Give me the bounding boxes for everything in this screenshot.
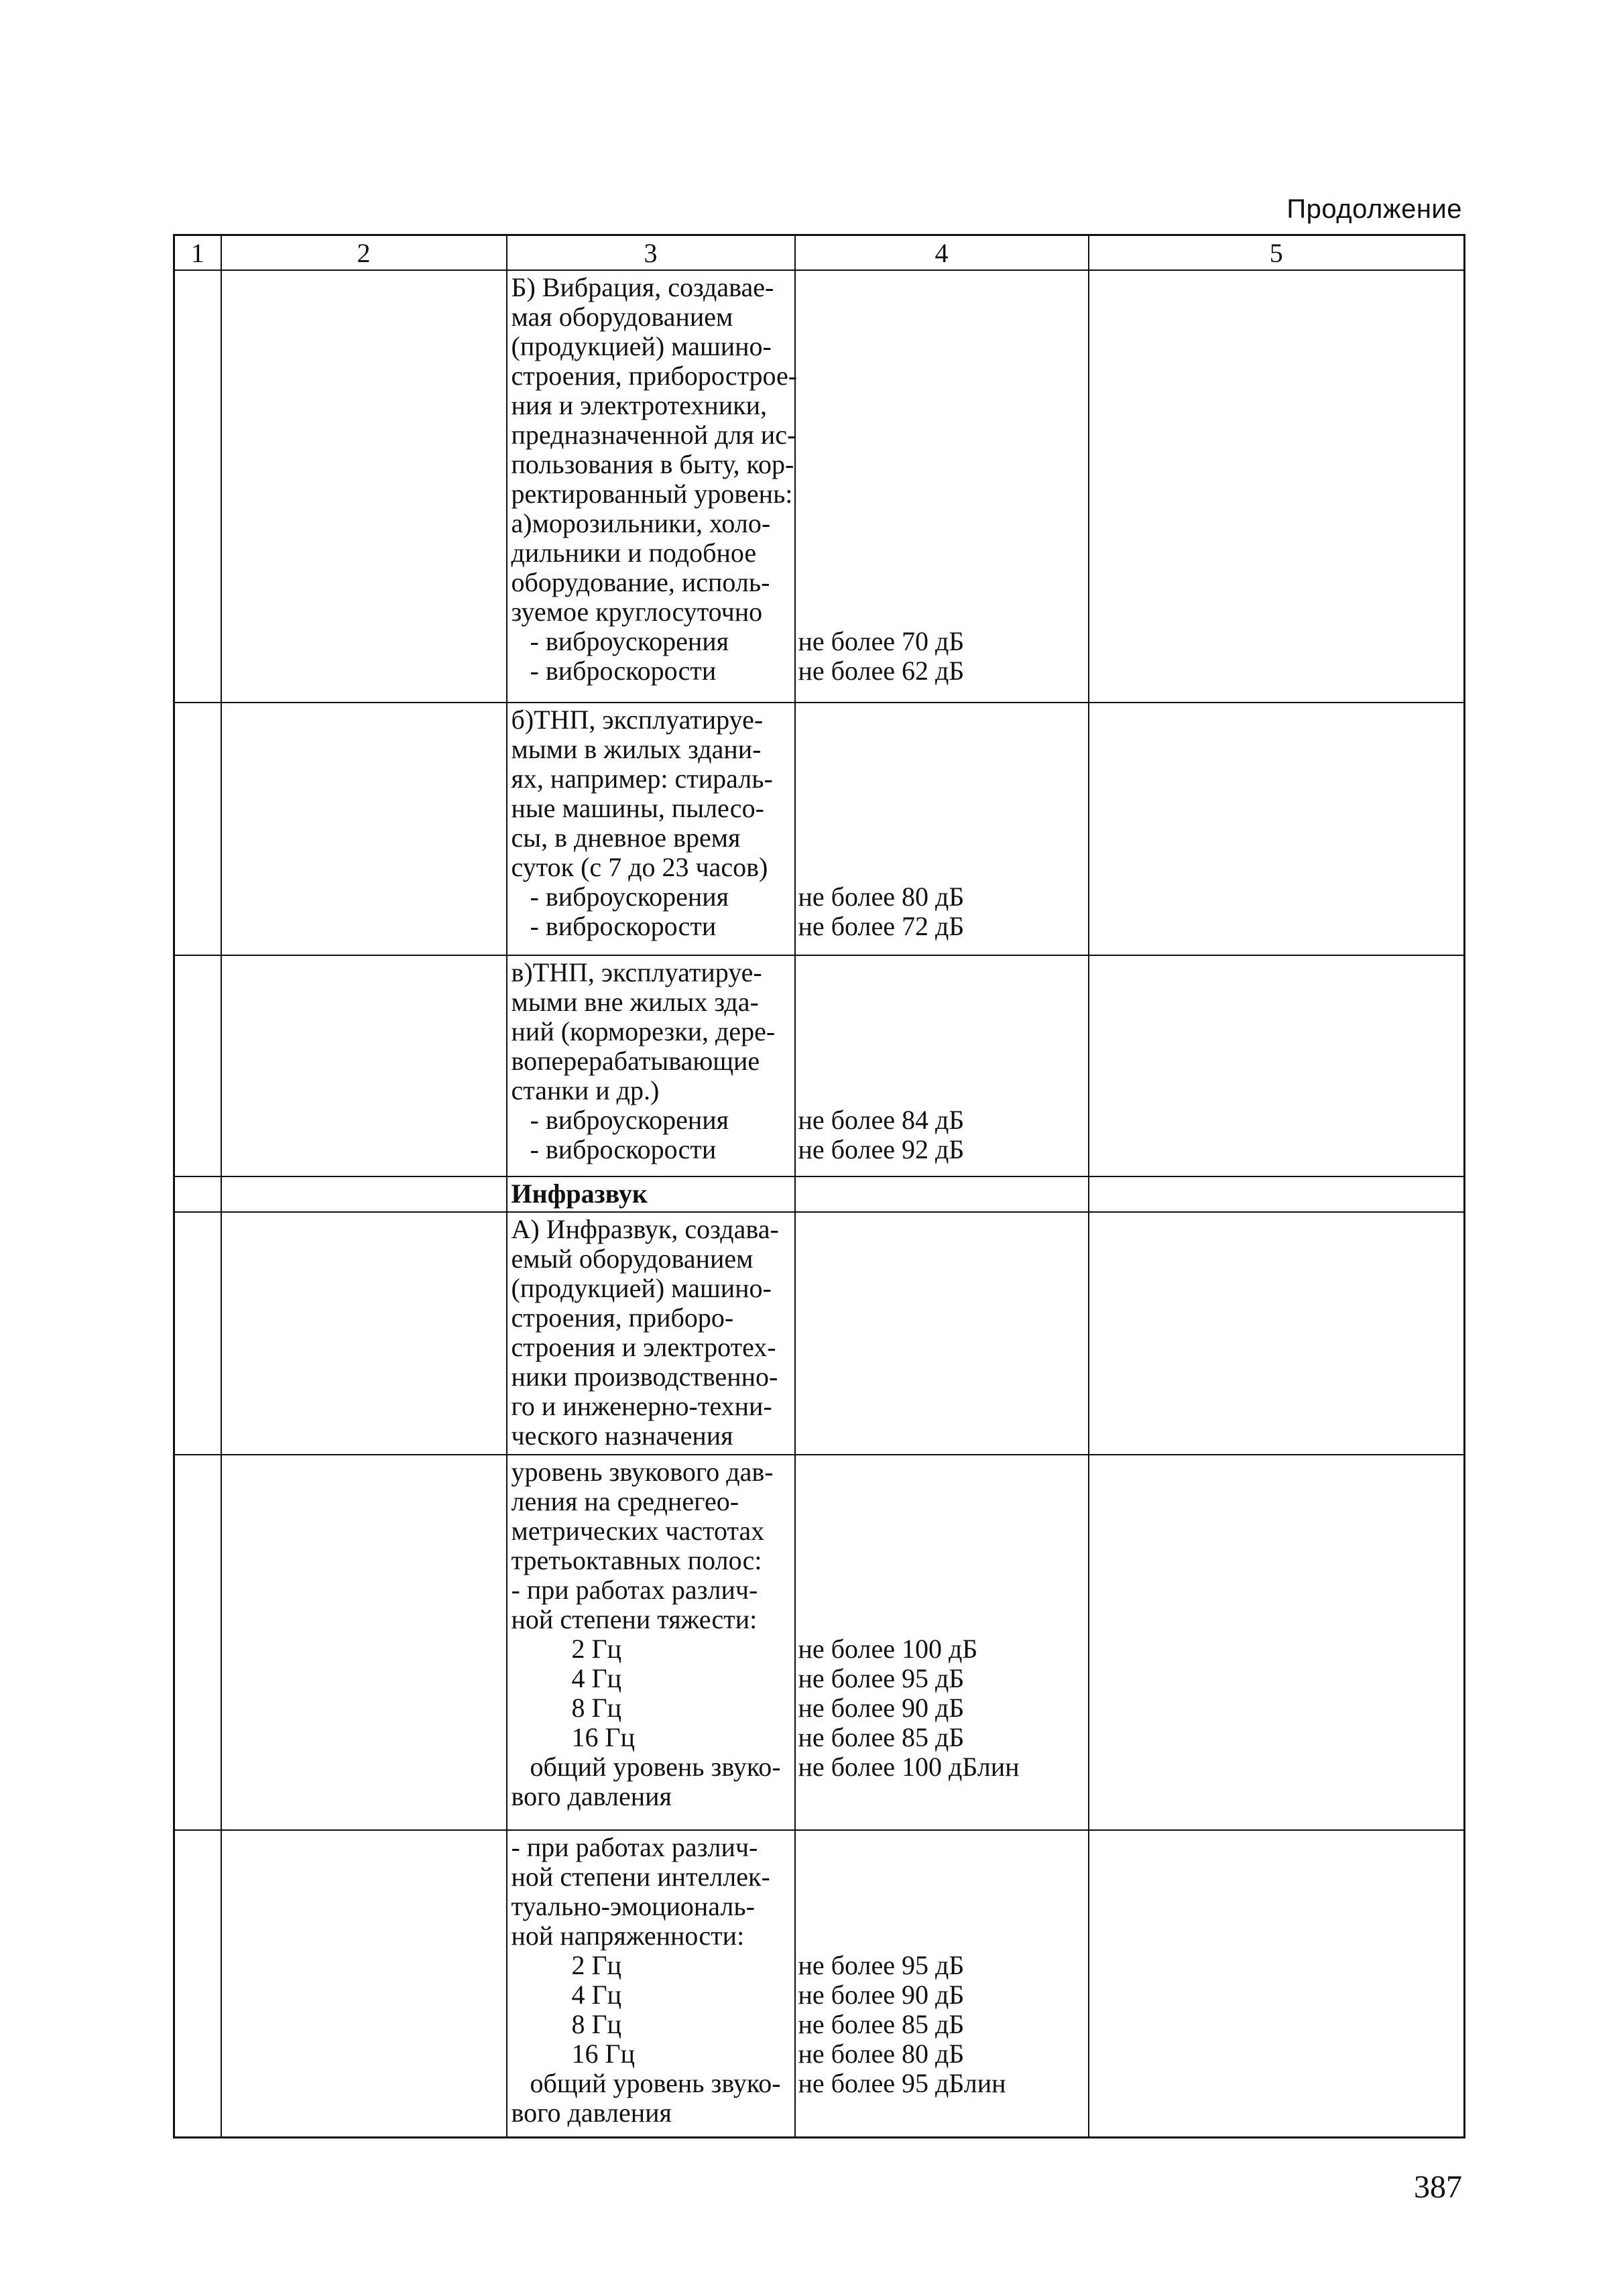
frequency-line: 8 Гц xyxy=(571,2009,622,2039)
cell-col5 xyxy=(1089,1830,1465,2137)
text-line: зуемое круглосуточно xyxy=(511,597,763,627)
text-line: го и инженерно-техни- xyxy=(511,1391,772,1421)
cell-col2 xyxy=(221,1830,507,2137)
text-line: (продукцией) машино- xyxy=(511,331,772,361)
cell-col2 xyxy=(221,955,507,1176)
cell-col2 xyxy=(221,703,507,955)
value-line: не более 92 дБ xyxy=(798,1134,965,1164)
cell-col3 xyxy=(507,955,795,1176)
text-line: вого давления xyxy=(511,2098,672,2128)
text-line: ях, например: стираль- xyxy=(511,764,773,794)
text-line: А) Инфразвук, создава- xyxy=(511,1214,779,1244)
cell-col2 xyxy=(221,1212,507,1455)
text-line: общий уровень звуко- xyxy=(530,1752,781,1782)
value-line: не более 72 дБ xyxy=(798,911,965,941)
table-row xyxy=(174,1212,1465,1455)
text-line: ники производственно- xyxy=(511,1362,778,1392)
text-line: пользования в быту, кор- xyxy=(511,449,794,479)
cell-col1 xyxy=(174,703,221,955)
text-line: ческого назначения xyxy=(511,1421,733,1451)
frequency-line: 4 Гц xyxy=(571,1663,622,1693)
table-header-row xyxy=(174,235,1465,271)
text-line: мая оборудованием xyxy=(511,302,733,332)
text-line: третьоктавных полос: xyxy=(511,1545,762,1575)
frequency-line: 16 Гц xyxy=(571,2039,636,2069)
cell-col2 xyxy=(221,1455,507,1830)
requirements-table xyxy=(173,234,1465,2138)
text-line: ные машины, пылесо- xyxy=(511,793,764,823)
text-line: ной напряженности: xyxy=(511,1921,745,1951)
text-line: оборудование, исполь- xyxy=(511,567,770,597)
text-line: ной степени тяжести: xyxy=(511,1604,758,1634)
cell-col1 xyxy=(174,1212,221,1455)
table-row xyxy=(174,1176,1465,1212)
col-header-5: 5 xyxy=(1089,235,1465,271)
cell-col1 xyxy=(174,1830,221,2137)
table-row xyxy=(174,1455,1465,1830)
col-header-2: 2 xyxy=(221,235,507,271)
value-line: не более 100 дБлин xyxy=(798,1752,1020,1782)
value-line: не более 95 дБ xyxy=(798,1950,965,1980)
page-number: 387 xyxy=(1414,2169,1462,2205)
text-line: строения и электротех- xyxy=(511,1332,776,1362)
cell-col4 xyxy=(795,703,1089,955)
text-line: вого давления xyxy=(511,1781,672,1811)
text-line: воперерабатывающие xyxy=(511,1046,760,1076)
value-line: не более 95 дБлин xyxy=(798,2068,1006,2098)
param-line: - виброускорения xyxy=(530,626,729,656)
continuation-label: Продолжение xyxy=(1286,194,1462,224)
cell-col4 xyxy=(795,270,1089,703)
text-line: - при работах различ- xyxy=(511,1832,758,1862)
col-header-1: 1 xyxy=(174,235,221,271)
cell-col4 xyxy=(795,1830,1089,2137)
table-row xyxy=(174,955,1465,1176)
value-line: не более 90 дБ xyxy=(798,1693,965,1723)
table-row xyxy=(174,703,1465,955)
text-line: ния и электротехники, xyxy=(511,390,767,420)
cell-col3 xyxy=(507,270,798,703)
text-line: ления на среднегео- xyxy=(511,1486,739,1516)
text-line: б)ТНП, эксплуатируе- xyxy=(511,705,764,735)
frequency-line: 2 Гц xyxy=(571,1950,622,1980)
table-row xyxy=(174,270,1465,703)
value-line: не более 80 дБ xyxy=(798,2039,965,2069)
table-row xyxy=(174,1830,1465,2137)
text-line: туально-эмоциональ- xyxy=(511,1891,755,1921)
text-line: Б) Вибрация, создавае- xyxy=(511,272,774,302)
cell-col1 xyxy=(174,1455,221,1830)
param-line: - виброскорости xyxy=(530,911,717,941)
cell-col1 xyxy=(174,1176,221,1212)
value-line: не более 100 дБ xyxy=(798,1634,978,1664)
text-line: ной степени интеллек- xyxy=(511,1862,770,1892)
cell-col4 xyxy=(795,1212,1089,1455)
text-line: ний (корморезки, дере- xyxy=(511,1016,776,1046)
text-line: строения, приборо- xyxy=(511,1303,734,1333)
col-header-4: 4 xyxy=(795,235,1089,271)
text-line: емый оборудованием xyxy=(511,1244,754,1274)
cell-col1 xyxy=(174,270,221,703)
text-line: строения, приборострое- xyxy=(511,361,798,391)
text-line: уровень звукового дав- xyxy=(511,1457,774,1487)
value-line: не более 80 дБ xyxy=(798,882,965,912)
text-line: суток (с 7 до 23 часов) xyxy=(511,852,768,882)
frequency-line: 16 Гц xyxy=(571,1722,636,1752)
cell-col4 xyxy=(795,955,1089,1176)
param-line: - виброускорения xyxy=(530,1105,729,1135)
param-line: - виброскорости xyxy=(530,656,717,686)
cell-col4 xyxy=(795,1455,1089,1830)
text-line: мыми в жилых здани- xyxy=(511,734,762,764)
text-line: ректированный уровень: xyxy=(511,479,793,509)
text-line: метрических частотах xyxy=(511,1516,765,1546)
text-line: а)морозильники, холо- xyxy=(511,508,771,538)
text-line: в)ТНП, эксплуатируе- xyxy=(511,957,762,987)
cell-col3 xyxy=(507,1830,795,2137)
value-line: не более 62 дБ xyxy=(798,656,965,686)
value-line: не более 84 дБ xyxy=(798,1105,965,1135)
frequency-line: 4 Гц xyxy=(571,1980,622,2010)
frequency-line: 2 Гц xyxy=(571,1634,622,1664)
text-line: - при работах различ- xyxy=(511,1575,758,1605)
cell-col5 xyxy=(1089,1176,1465,1212)
param-line: - виброскорости xyxy=(530,1134,717,1164)
cell-col5 xyxy=(1089,1212,1465,1455)
text-line: мыми вне жилых зда- xyxy=(511,987,759,1017)
cell-col4 xyxy=(795,1176,1089,1212)
cell-col1 xyxy=(174,955,221,1176)
heading-text: Инфразвук xyxy=(511,1179,648,1209)
value-line: не более 85 дБ xyxy=(798,1722,965,1752)
param-line: - виброускорения xyxy=(530,882,729,912)
cell-col5 xyxy=(1089,270,1465,703)
frequency-line: 8 Гц xyxy=(571,1693,622,1723)
cell-col2 xyxy=(221,270,507,703)
value-line: не более 95 дБ xyxy=(798,1663,965,1693)
cell-col5 xyxy=(1089,703,1465,955)
cell-col5 xyxy=(1089,1455,1465,1830)
section-heading xyxy=(507,1176,795,1212)
text-line: общий уровень звуко- xyxy=(530,2068,781,2098)
cell-col3 xyxy=(507,1212,795,1455)
col-header-3: 3 xyxy=(507,235,795,271)
cell-col5 xyxy=(1089,955,1465,1176)
value-line: не более 90 дБ xyxy=(798,1980,965,2010)
text-line: (продукцией) машино- xyxy=(511,1273,772,1303)
value-line: не более 70 дБ xyxy=(798,626,965,656)
text-line: предназначенной для ис- xyxy=(511,420,796,450)
text-line: дильники и подобное xyxy=(511,538,757,568)
text-line: станки и др.) xyxy=(511,1075,660,1105)
cell-col2 xyxy=(221,1176,507,1212)
text-line: сы, в дневное время xyxy=(511,823,741,853)
value-line: не более 85 дБ xyxy=(798,2009,965,2039)
cell-col3 xyxy=(507,703,795,955)
cell-col3 xyxy=(507,1455,795,1830)
